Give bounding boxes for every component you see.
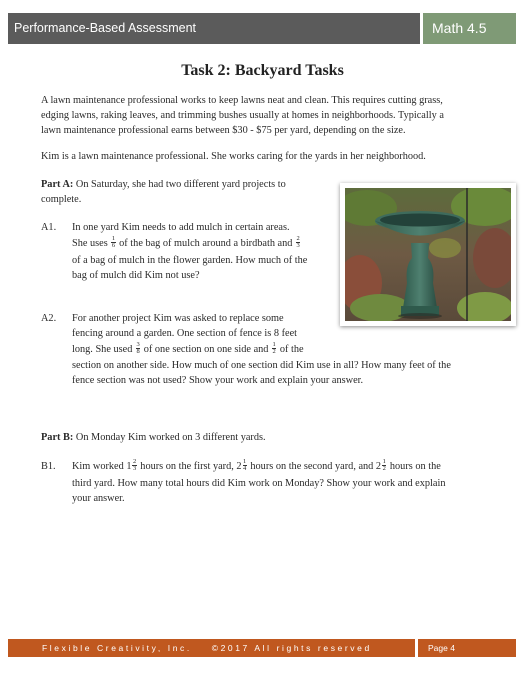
a1-text: of the bag of mulch around a birdbath and (116, 238, 296, 249)
page-footer (8, 639, 516, 657)
header-assessment-label: Performance-Based Assessment (8, 13, 420, 44)
fraction-two-thirds (296, 236, 300, 250)
a2-line-2: fencing around a garden. One section of fence is 8 feet (72, 328, 298, 339)
fraction-one-half (272, 342, 276, 356)
part-a-heading (41, 177, 286, 192)
part-b-text: On Monday Kim worked on 3 different yards. (73, 432, 266, 443)
fraction-numerator: 1 (111, 234, 116, 242)
a1-line-2 (72, 236, 301, 251)
part-b-label: Part B: (41, 432, 74, 443)
a2-number: A2. (41, 313, 57, 324)
fraction-two-thirds (132, 459, 136, 473)
a2-line-1: For another project Kim was asked to replace some (72, 313, 284, 324)
intro-line-3: lawn maintenance professional earns between $30 - $75 per yard, depending on the size. (41, 125, 406, 136)
fraction-numerator: 1 (382, 457, 386, 465)
a2-text: of the (277, 344, 304, 355)
b1-line-3: your answer. (72, 493, 125, 504)
a1-line-1: In one yard Kim needs to add mulch in certain areas. (72, 222, 290, 233)
a1-line-4: bag of mulch did Kim not use? (72, 270, 200, 281)
birdbath-photo (340, 183, 516, 326)
a1-number: A1. (41, 222, 57, 233)
footer-page-number: Page 4 (418, 639, 516, 657)
fraction-denominator: 2 (382, 465, 386, 473)
fraction-denominator: 8 (136, 348, 140, 356)
a2-line-5: fence section was not used? Show your work and explain your answer. (72, 375, 364, 386)
a1-text: She uses (72, 238, 111, 249)
fraction-one-half (382, 459, 386, 473)
fraction-one-fourth (243, 459, 247, 473)
fraction-denominator: 2 (272, 348, 276, 356)
a1-line-3: of a bag of mulch in the flower garden. How much of the (72, 255, 308, 266)
fraction-numerator: 1 (243, 457, 247, 465)
part-a-text-2: complete. (41, 194, 82, 205)
page-title: Task 2: Backyard Tasks (181, 62, 344, 79)
fraction-numerator: 2 (296, 234, 300, 242)
a2-line-3 (72, 342, 304, 357)
page-header (8, 13, 516, 44)
fraction-denominator: 3 (132, 465, 137, 473)
part-a-label: Part A: (41, 179, 74, 190)
fraction-denominator: 6 (111, 242, 116, 250)
part-a-text: On Saturday, she had two different yard projects to (73, 179, 286, 190)
header-course-label: Math 4.5 (423, 13, 516, 44)
a2-text: of one section on one side and (141, 344, 272, 355)
b1-line-1 (72, 459, 441, 474)
fraction-three-eighths (136, 342, 140, 356)
intro-line-2: edging lawns, raking leaves, and trimming bushes usually at homes in neighborhoods. Typically a (41, 110, 444, 121)
b1-text: hours on the (387, 461, 441, 472)
a2-text: long. She used (72, 344, 135, 355)
b1-text: hours on the first yard, 2 (137, 461, 242, 472)
fraction-numerator: 3 (136, 340, 140, 348)
fraction-denominator: 4 (243, 465, 247, 473)
kim-intro: Kim is a lawn maintenance professional. She works caring for the yards in her neighborhood. (41, 151, 426, 162)
b1-line-2: third yard. How many total hours did Kim work on Monday? Show your work and explain (72, 478, 446, 489)
fraction-numerator: 1 (272, 340, 276, 348)
fraction-numerator: 2 (132, 457, 137, 465)
intro-line-1: A lawn maintenance professional works to keep lawns neat and clean. This requires cutting grass, (41, 95, 443, 106)
b1-text: Kim worked 1 (72, 461, 132, 472)
a2-line-4: section on another side. How much of one section did Kim use in all? How many feet of the (72, 360, 451, 371)
part-b-heading (41, 430, 266, 445)
footer-copyright: Flexible Creativity, Inc. ©2017 All rights reserved (8, 639, 415, 657)
fraction-one-sixth (111, 236, 115, 250)
birdbath-image (345, 188, 511, 321)
b1-text: hours on the second yard, and 2 (247, 461, 382, 472)
b1-number: B1. (41, 461, 56, 472)
fraction-denominator: 3 (296, 242, 300, 250)
